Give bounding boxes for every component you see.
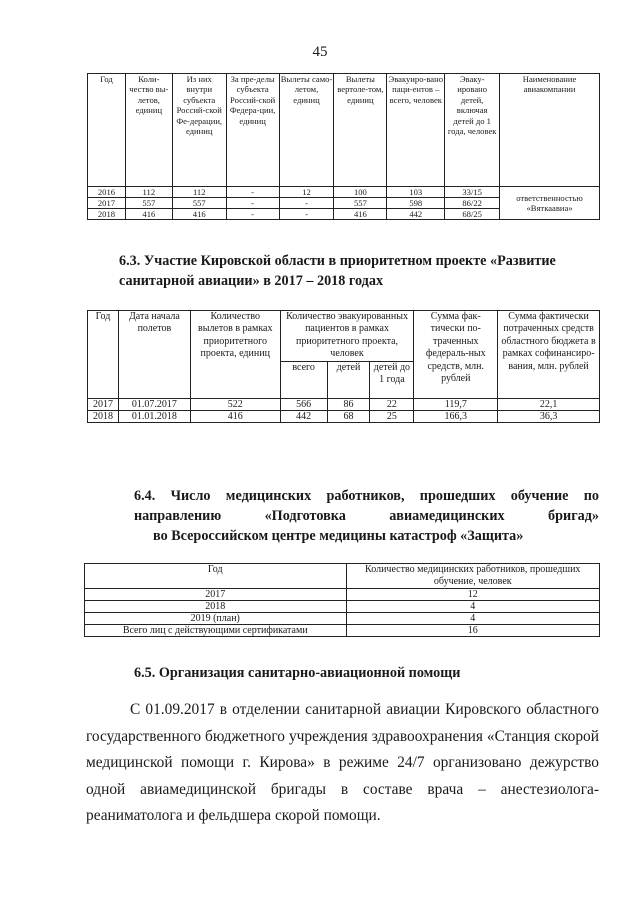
col-header-federal-funds: Сумма фак-тически по-траченных федераль-ных средств, млн. рублей: [414, 311, 498, 399]
cell: 12: [346, 589, 600, 601]
cell: 557: [172, 198, 226, 209]
col-header-helicopter-flights: Вылеты вертоле-том, единиц: [334, 74, 387, 187]
cell: 416: [334, 209, 387, 220]
cell: 442: [387, 209, 445, 220]
col-header-plane-flights: Вылеты само-летом, единиц: [279, 74, 334, 187]
table-row: [88, 187, 600, 198]
cell: 2017: [88, 398, 119, 410]
cell: 416: [190, 410, 280, 422]
trained-staff-table: [84, 563, 600, 637]
cell: 557: [125, 198, 172, 209]
cell: 16: [346, 625, 600, 637]
col-header-total: всего: [280, 361, 327, 398]
col-header-evacuated: Эвакуиро-вано паци-ентов – всего, человек: [387, 74, 445, 187]
cell: -: [279, 198, 334, 209]
cell: 2018: [88, 209, 126, 220]
cell: 166,3: [414, 410, 498, 422]
cell: 22: [370, 398, 414, 410]
cell: 12: [279, 187, 334, 198]
col-header-children: Эваку-ировано детей, включая детей до 1 года, человек: [445, 74, 500, 187]
table-row: [85, 625, 600, 637]
table-header-row: [88, 74, 600, 187]
cell: 416: [125, 209, 172, 220]
cell: 86/22: [445, 198, 500, 209]
air-ambulance-flights-table: [87, 73, 600, 220]
cell: -: [279, 209, 334, 220]
col-header-outside-region: За пре-делы субъекта Россий-ской Федера-ции, единиц: [226, 74, 279, 187]
cell: Всего лиц с действующими сертификатами: [85, 625, 347, 637]
page-number: 45: [312, 44, 328, 60]
cell: 01.07.2017: [118, 398, 190, 410]
priority-project-table: [87, 310, 600, 423]
col-header-start-date: Дата начала полетов: [118, 311, 190, 399]
cell: 112: [172, 187, 226, 198]
cell: 100: [334, 187, 387, 198]
cell: 119,7: [414, 398, 498, 410]
cell: 2017: [85, 589, 347, 601]
col-header-year: Год: [88, 74, 126, 187]
col-header-flights: Коли-чество вы-летов, единиц: [125, 74, 172, 187]
table-row: [88, 398, 600, 410]
cell: 25: [370, 410, 414, 422]
col-header-infants: детей до 1 года: [370, 361, 414, 398]
cell: 33/15: [445, 187, 500, 198]
col-header-company: Наименование авиакомпании: [500, 74, 600, 187]
cell: 4: [346, 601, 600, 613]
company-cell: ответственностью «Вяткаавиа»: [500, 187, 600, 220]
section-6-5-heading: 6.5. Организация санитарно-авиационной помощи: [134, 665, 461, 681]
cell: 598: [387, 198, 445, 209]
col-header-regional-funds: Сумма фактически потраченных средств областного бюджета в рамках софинансиро-вания, млн. рублей: [498, 311, 600, 399]
cell: -: [226, 187, 279, 198]
cell: 68: [327, 410, 370, 422]
table-row: [85, 613, 600, 625]
section-6-4-heading: 6.4. Число медицинских работников, прошедших обучение по направлению «Подготовка авиамедицинских бригад»: [134, 488, 599, 524]
table-row: [85, 601, 600, 613]
col-header-flights: Количество вылетов в рамках приоритетного проекта, единиц: [190, 311, 280, 399]
cell: 112: [125, 187, 172, 198]
cell: 86: [327, 398, 370, 410]
cell: -: [226, 209, 279, 220]
cell: 103: [387, 187, 445, 198]
cell: 68/25: [445, 209, 500, 220]
col-header-within-region: Из них внутри субъекта Россий-ской Фе-дерации, единиц: [172, 74, 226, 187]
cell: 2016: [88, 187, 126, 198]
cell: 2018: [85, 601, 347, 613]
cell: 01.01.2018: [118, 410, 190, 422]
cell: 416: [172, 209, 226, 220]
col-header-year: Год: [85, 564, 347, 589]
cell: -: [226, 198, 279, 209]
table-row: [88, 410, 600, 422]
cell: 2017: [88, 198, 126, 209]
cell: 442: [280, 410, 327, 422]
cell: 2018: [88, 410, 119, 422]
section-6-3-heading: 6.3. Участие Кировской области в приоритетном проекте «Развитие санитарной авиации» в 2017 – 2018 годах: [119, 253, 556, 289]
cell: 2019 (план): [85, 613, 347, 625]
cell: 557: [334, 198, 387, 209]
col-header-trained-count: Количество медицинских работников, прошедших обучение, человек: [346, 564, 600, 589]
cell: 522: [190, 398, 280, 410]
table-header-row: [88, 311, 600, 362]
cell: 4: [346, 613, 600, 625]
cell: 22,1: [498, 398, 600, 410]
col-header-evacuated: Количество эвакуированных пациентов в рамках приоритетного проекта, человек: [280, 311, 414, 362]
table-row: [85, 589, 600, 601]
cell: 566: [280, 398, 327, 410]
col-header-children: детей: [327, 361, 370, 398]
section-6-4-heading-line2: во Всероссийском центре медицины катастроф «Защита»: [153, 528, 524, 544]
col-header-year: Год: [88, 311, 119, 399]
body-paragraph: С 01.09.2017 в отделении санитарной авиации Кировского областного государственного бюджетного учреждения здравоохранения «Станция скорой медицинской помощи г. Кирова» в режиме 24/7 организовано дежурство одной авиамедицинской бригады в составе врача – анестезиолога-реаниматолога и фельдшера скорой помощи.: [86, 701, 599, 824]
table-header-row: [85, 564, 600, 589]
cell: 36,3: [498, 410, 600, 422]
